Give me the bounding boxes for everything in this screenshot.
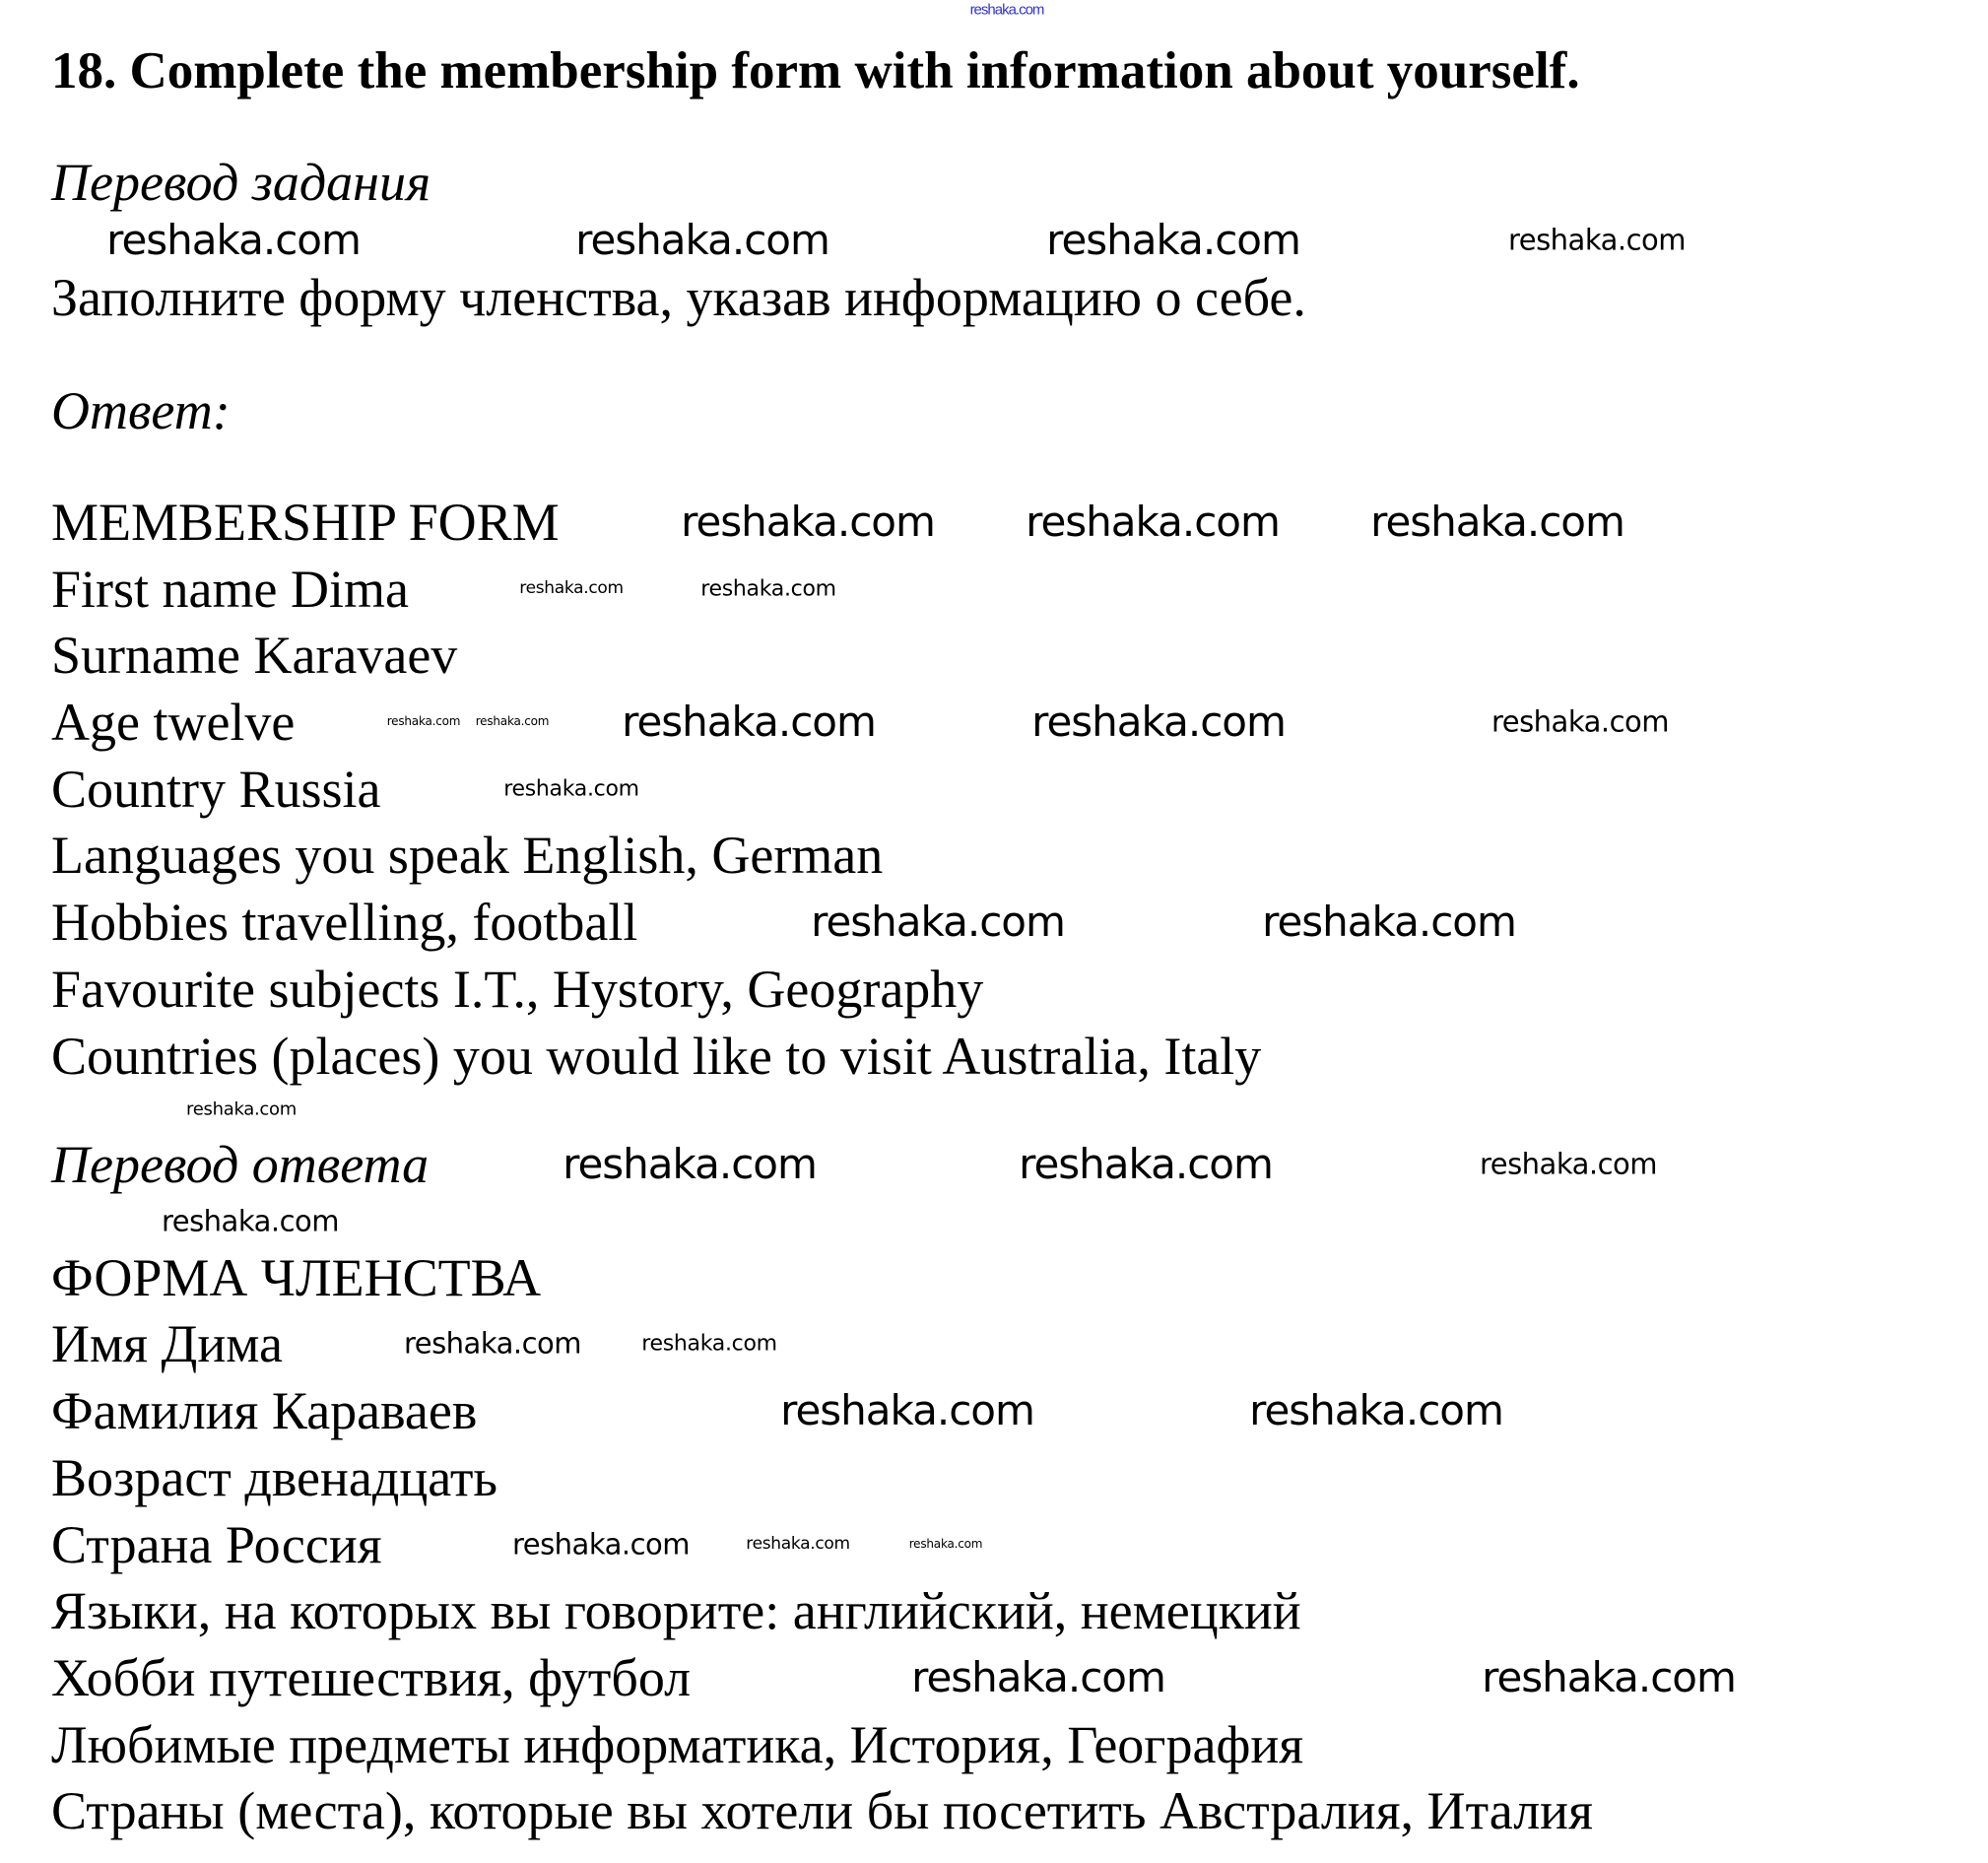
form-line: Country Russia [51,760,381,819]
translated-form-title: ФОРМА ЧЛЕНСТВА [51,1248,542,1307]
watermark: reshaka.com [186,1098,297,1120]
form-line: Hobbies travelling, football [51,893,638,952]
watermark: reshaka.com [1026,497,1280,546]
watermark: reshaka.com [780,1385,1034,1434]
form-title: MEMBERSHIP FORM [51,493,560,552]
watermark: reshaka.com [475,714,550,729]
watermark: reshaka.com [1031,697,1286,746]
translated-line: Возраст двенадцать [51,1448,498,1507]
watermark: reshaka.com [1046,215,1300,264]
translated-line: Страна Россия [51,1515,382,1574]
watermark: reshaka.com [1482,1652,1736,1701]
form-line: First name Dima [51,560,409,619]
watermark: reshaka.com [641,1331,777,1357]
watermark: reshaka.com [106,215,361,264]
watermark: reshaka.com [503,776,639,802]
translated-line: Любимые предметы информатика, История, География [51,1715,1304,1774]
watermark: reshaka.com [403,1326,582,1361]
form-line: Favourite subjects I.T., Hystory, Geography [51,960,984,1019]
watermark: reshaka.com [161,1204,340,1238]
watermark: reshaka.com [700,576,836,602]
translated-line: Страны (места), которые вы хотели бы посетить Австралия, Италия [51,1781,1593,1840]
watermark: reshaka.com [575,215,829,264]
watermark: reshaka.com [746,1534,850,1555]
exercise-title: 18. Complete the membership form with information about yourself. [51,42,1580,100]
watermark: reshaka.com [386,714,461,729]
watermark: reshaka.com [1479,1147,1658,1181]
watermark: reshaka.com [622,697,876,746]
watermark: reshaka.com [1262,897,1516,946]
translated-line: Имя Дима [51,1314,284,1373]
watermark: reshaka.com [681,497,935,546]
watermark: reshaka.com [519,578,624,599]
watermark: reshaka.com [908,1537,983,1552]
answer-translation-heading: Перевод ответа [51,1135,430,1194]
form-line: Languages you speak English, German [51,826,884,885]
answer-heading: Ответ: [51,381,231,440]
watermark: reshaka.com [969,1,1044,19]
translated-line: Фамилия Караваев [51,1381,478,1440]
form-line: Age twelve [51,693,296,752]
task-translation-heading: Перевод задания [51,153,431,212]
watermark: reshaka.com [511,1527,691,1562]
watermark: reshaka.com [563,1139,817,1188]
watermark: reshaka.com [1491,704,1670,739]
translated-line: Языки, на которых вы говорите: английский, немецкий [51,1581,1301,1640]
watermark: reshaka.com [1507,223,1687,257]
task-translation: Заполните форму членства, указав информацию о себе. [51,268,1306,327]
form-line: Countries (places) you would like to visit Australia, Italy [51,1027,1262,1086]
translated-line: Хобби путешествия, футбол [51,1648,692,1707]
watermark: reshaka.com [1019,1139,1273,1188]
watermark: reshaka.com [1249,1385,1503,1434]
form-line: Surname Karavaev [51,626,458,685]
watermark: reshaka.com [1370,497,1624,546]
watermark: reshaka.com [911,1652,1165,1701]
watermark: reshaka.com [811,897,1065,946]
